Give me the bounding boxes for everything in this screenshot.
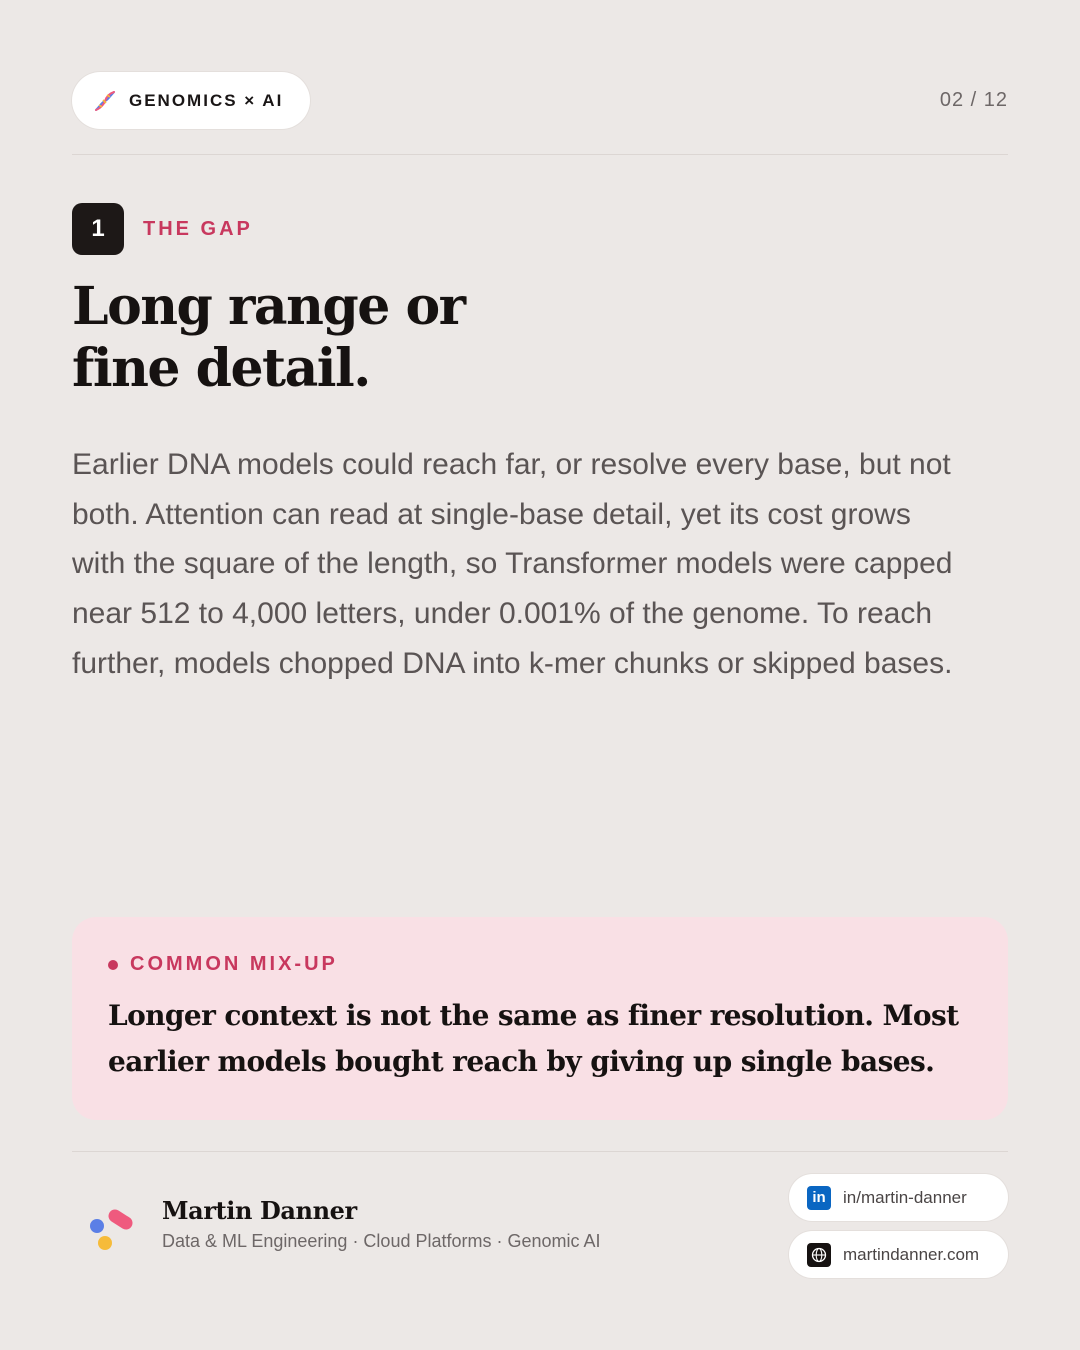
dna-icon [92, 88, 118, 114]
author-logo-icon [88, 1206, 136, 1254]
linkedin-handle: in/martin-danner [843, 1187, 967, 1207]
page-indicator: 02 / 12 [939, 89, 1008, 111]
headline-line-2: fine detail. [72, 338, 370, 399]
page-title [72, 276, 772, 400]
topic-tag [72, 72, 310, 129]
topic-label: GENOMICS × AI [129, 90, 284, 110]
website-url: martindanner.com [843, 1244, 980, 1264]
author-role: Data & ML Engineering · Cloud Platforms · Genomic AI [162, 1231, 601, 1251]
step-number-badge: 1 [72, 203, 124, 255]
common-mixup-callout [72, 917, 1008, 1120]
linkedin-link[interactable] [789, 1174, 1008, 1221]
headline-line-1: Long range or [72, 276, 465, 337]
globe-icon [807, 1243, 831, 1267]
author-name: Martin Danner [162, 1196, 357, 1225]
bullet-dot-icon [108, 960, 118, 970]
body-paragraph: Earlier DNA models could reach far, or resolve every base, but not both. Attention can read at single-base detail, yet its cost grows with the square of the length, so Transformer models were capped near 512 to 4,000 letters, under 0.001% of the genome. To reach further, models chopped DNA into k-mer chunks or skipped bases. [72, 448, 953, 680]
header-divider [72, 154, 1008, 155]
footer-divider [72, 1151, 1008, 1152]
website-link[interactable] [789, 1231, 1008, 1278]
linkedin-icon: in [807, 1186, 831, 1210]
callout-text: Longer context is not the same as finer resolution. Most earlier models bought reach by giving up single bases. [108, 999, 959, 1078]
section-label: THE GAP [143, 218, 253, 240]
callout-label: COMMON MIX-UP [130, 953, 338, 975]
callout-header [108, 953, 338, 976]
